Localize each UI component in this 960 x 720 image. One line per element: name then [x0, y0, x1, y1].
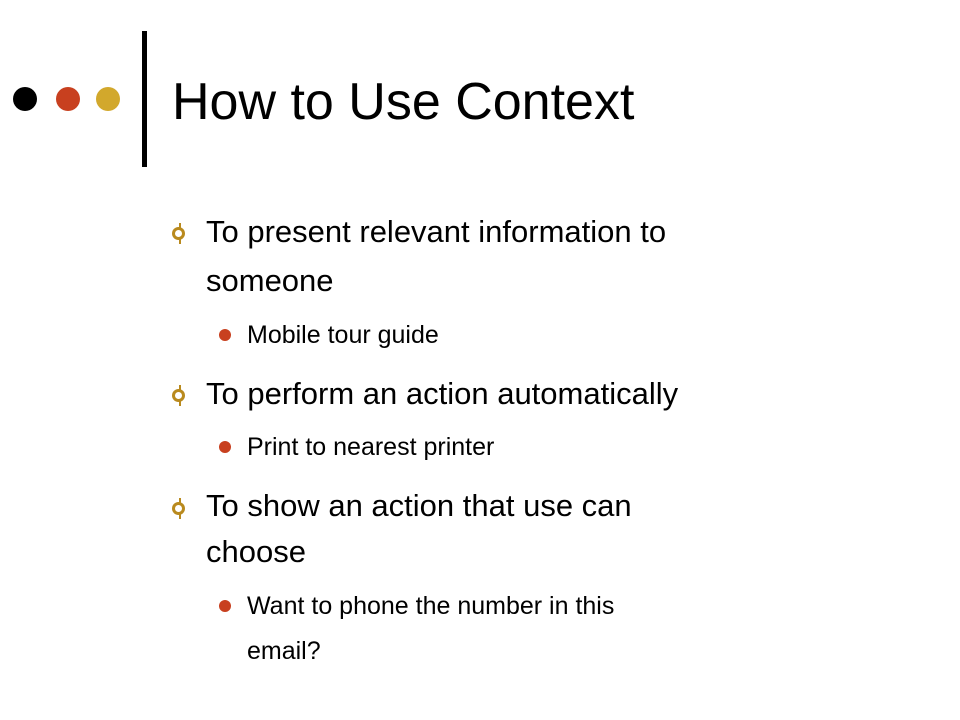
slide-title: How to Use Context: [172, 73, 635, 131]
bullet-2-line-1: To perform an action automatically: [206, 376, 679, 411]
ring-bullet-icon: [172, 227, 185, 240]
bullet-1-line-2: someone: [206, 263, 334, 298]
sub-bullet-3-1-line-1: Want to phone the number in this: [247, 592, 615, 620]
sub-bullet-2-1: Print to nearest printer: [247, 433, 495, 461]
ring-bullet-icon: [172, 389, 185, 402]
bullet-1-line-1: To present relevant information to: [206, 214, 667, 249]
bullet-3-line-2: choose: [206, 534, 306, 569]
sub-bullet-1-1: Mobile tour guide: [247, 321, 439, 349]
sub-bullet-dot-icon: [219, 441, 231, 453]
sub-bullet-dot-icon: [219, 329, 231, 341]
bullet-3-line-1: To show an action that use can: [206, 488, 632, 523]
sub-bullet-3-1-line-2: email?: [247, 637, 321, 665]
ring-bullet-icon: [172, 502, 185, 515]
sub-bullet-dot-icon: [219, 600, 231, 612]
